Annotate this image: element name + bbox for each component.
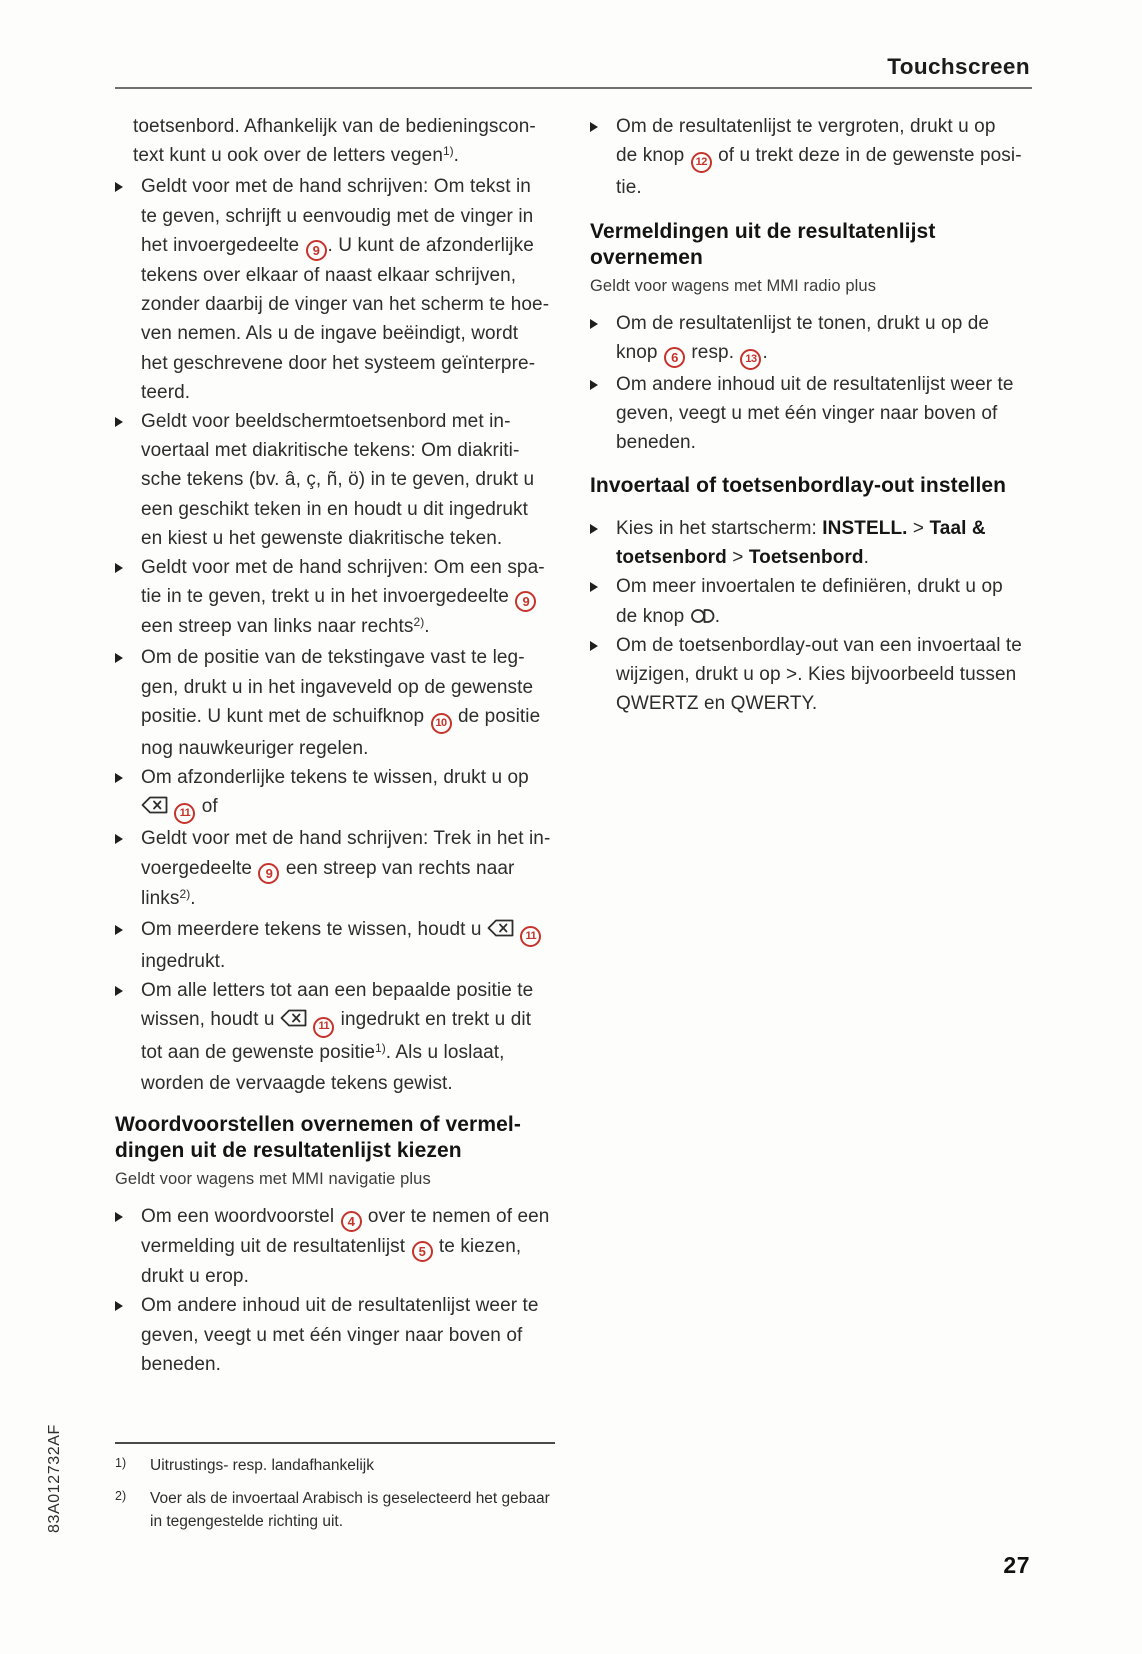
- instruction-text: Om een woordvoorstel 4 over te nemen of een vermelding uit de resultatenlijst 5 te kiezen, drukt u erop.: [141, 1205, 550, 1288]
- instruction-item: [115, 824, 577, 915]
- callout-number: 13: [740, 349, 761, 370]
- instruction-text: Geldt voor met de hand schrijven: Trek in het in- voergedeelte 9 een streep van rechts naar links$^{2)}$.: [141, 828, 551, 909]
- section-title-input-language: Invoertaal of toetsenbordlay-out instellen: [590, 474, 1007, 498]
- applicability-note: Geldt voor wagens met MMI radio plus: [590, 276, 877, 295]
- bullet-triangle-icon: [590, 319, 606, 329]
- instruction-item: [590, 309, 1046, 370]
- spine-code: 83A012732AF: [46, 1424, 63, 1533]
- instruction-item: [590, 112, 1046, 203]
- page-header-title: Touchscreen: [887, 54, 1030, 79]
- instruction-item: [115, 1202, 577, 1291]
- instruction-text: Om de toetsenbordlay-out van een invoertaal te wijzigen, drukt u op >. Kies bijvoorbeeld tussen QWERTZ en QWERTY.: [616, 634, 1022, 715]
- callout-number: 4: [341, 1211, 362, 1232]
- callout-number: 11: [174, 803, 195, 824]
- footnote-text: Voer als de invoertaal Arabisch is geselecteerd het gebaar in tegengestelde richting uit.: [150, 1489, 550, 1530]
- instruction-text: Geldt voor beeldschermtoetsenbord met in- voertaal met diakritische tekens: Om diakriti- sche tekens (bv. â, ç, ñ, ö) in te geven, drukt u een geschikt teken in en houdt u dit ingedrukt en kiest u het gewenste diakritische teken.: [141, 410, 535, 549]
- bullet-triangle-icon: [115, 834, 131, 844]
- callout-number: 11: [520, 926, 541, 947]
- instruction-text: Geldt voor met de hand schrijven: Om een spa- tie in te geven, trekt u in het invoergedeelte 9 een streep van links naar rechts$^{2)}$.: [141, 556, 545, 638]
- bullet-triangle-icon: [115, 773, 131, 783]
- callout-number: 9: [258, 863, 279, 884]
- footnote: [115, 1487, 585, 1534]
- instruction-list: [115, 172, 577, 1098]
- instruction-item: [590, 631, 1046, 719]
- bullet-triangle-icon: [590, 380, 606, 390]
- instruction-item: [115, 407, 577, 553]
- instruction-text: Om de resultatenlijst te tonen, drukt u op de knop 6 resp. 13 .: [616, 309, 1046, 370]
- bullet-triangle-icon: [590, 524, 606, 534]
- callout-number: 6: [664, 347, 685, 368]
- callout-number: 12: [691, 152, 712, 173]
- bullet-triangle-icon: [115, 1301, 131, 1311]
- bullet-triangle-icon: [115, 925, 131, 935]
- callout-number: 5: [412, 1241, 433, 1262]
- left-column: [115, 112, 577, 1379]
- section-title-word-suggestions: Woordvoorstellen overnemen of vermel- dingen uit de resultatenlijst kiezen: [115, 1112, 521, 1163]
- instruction-text: Om meer invoertalen te definiëren, drukt u op de knop .: [616, 576, 1003, 627]
- instruction-text: Om de positie van de tekstingave vast te leg- gen, drukt u in het ingaveveld op de gewenste positie. U kunt met de schuifknop 10 de positie nog nauwkeuriger regelen.: [141, 647, 541, 759]
- bullet-triangle-icon: [115, 1212, 131, 1222]
- instruction-text: Geldt voor met de hand schrijven: Om tekst in te geven, schrijft u eenvoudig met de vinger in het invoergedeelte 9 . U kunt de afzonderlijke tekens over elkaar of naast elkaar schrijven, zonder daarbij de vinger van het scherm te hoe- ven nemen. Als u de ingave beëindigt, wordt het geschrevene door het systeem geïnterpre- teerd.: [141, 176, 550, 403]
- instruction-text: Om meerdere tekens te wissen, houdt u 11 ingedrukt.: [141, 915, 577, 976]
- bullet-triangle-icon: [115, 182, 131, 192]
- bullet-triangle-icon: [590, 641, 606, 651]
- page-number: 27: [1003, 1552, 1030, 1578]
- section-title-results-list: Vermeldingen uit de resultatenlijst overnemen: [590, 219, 936, 269]
- instruction-item: [590, 370, 1046, 458]
- instruction-item: [115, 1291, 577, 1379]
- instruction-item: [115, 172, 577, 407]
- callout-number: 10: [431, 713, 452, 734]
- instruction-item: [115, 976, 577, 1098]
- footnote: [115, 1454, 585, 1478]
- instruction-text: Om andere inhoud uit de resultatenlijst weer te geven, veegt u met één vinger naar boven of beneden.: [616, 373, 1014, 454]
- footnote-marker: 1): [115, 1456, 127, 1470]
- instruction-item: [115, 763, 577, 824]
- instruction-text: Om de resultatenlijst te vergroten, drukt u op de knop 12 of u trekt deze in de gewenste posi- tie.: [616, 116, 1022, 199]
- footnotes: [115, 1454, 585, 1534]
- instruction-item: [115, 553, 577, 644]
- right-column: [590, 112, 1046, 718]
- instruction-item: [590, 572, 1046, 630]
- instruction-list: [115, 1202, 577, 1379]
- instruction-list: [590, 309, 1046, 458]
- callout-number: 11: [313, 1017, 334, 1038]
- backspace-icon: [280, 1009, 307, 1030]
- bullet-triangle-icon: [115, 417, 131, 427]
- instruction-list: [590, 112, 1046, 203]
- bullet-triangle-icon: [115, 653, 131, 663]
- add-language-icon: [690, 606, 715, 627]
- instruction-list: [590, 514, 1046, 718]
- backspace-icon: [141, 796, 168, 817]
- footnote-text: Uitrustings- resp. landafhankelijk: [150, 1457, 374, 1474]
- instruction-text: Kies in het startscherm: INSTELL. > Taal & toetsenbord > Toetsenbord.: [616, 517, 986, 569]
- intro-paragraph: toetsenbord. Afhankelijk van de bedieningscon- text kunt u ook over de letters vegen$^{1)}$.: [133, 116, 536, 167]
- instruction-item: [115, 643, 577, 763]
- footnote-rule: [115, 1442, 555, 1444]
- header-rule: [115, 87, 1032, 89]
- instruction-item: [115, 915, 577, 976]
- bullet-triangle-icon: [115, 563, 131, 573]
- footnote-marker: 2): [115, 1488, 127, 1503]
- callout-number: 9: [306, 240, 327, 261]
- bullet-triangle-icon: [590, 122, 606, 132]
- backspace-icon: [487, 919, 514, 940]
- instruction-text: Om andere inhoud uit de resultatenlijst weer te geven, veegt u met één vinger naar boven of beneden.: [141, 1295, 539, 1375]
- bullet-triangle-icon: [590, 582, 606, 592]
- instruction-item: [590, 514, 1046, 572]
- applicability-note: Geldt voor wagens met MMI navigatie plus: [115, 1169, 431, 1188]
- instruction-text: Om alle letters tot aan een bepaalde positie te wissen, houdt u 11 ingedrukt en trekt u dit tot aan de gewenste positie$^{1)}$. Als u loslaat, worden de vervaagde tekens gewist.: [141, 980, 534, 1094]
- instruction-text: Om afzonderlijke tekens te wissen, drukt u op 11 of: [141, 763, 577, 824]
- callout-number: 9: [515, 591, 536, 612]
- bullet-triangle-icon: [115, 986, 131, 996]
